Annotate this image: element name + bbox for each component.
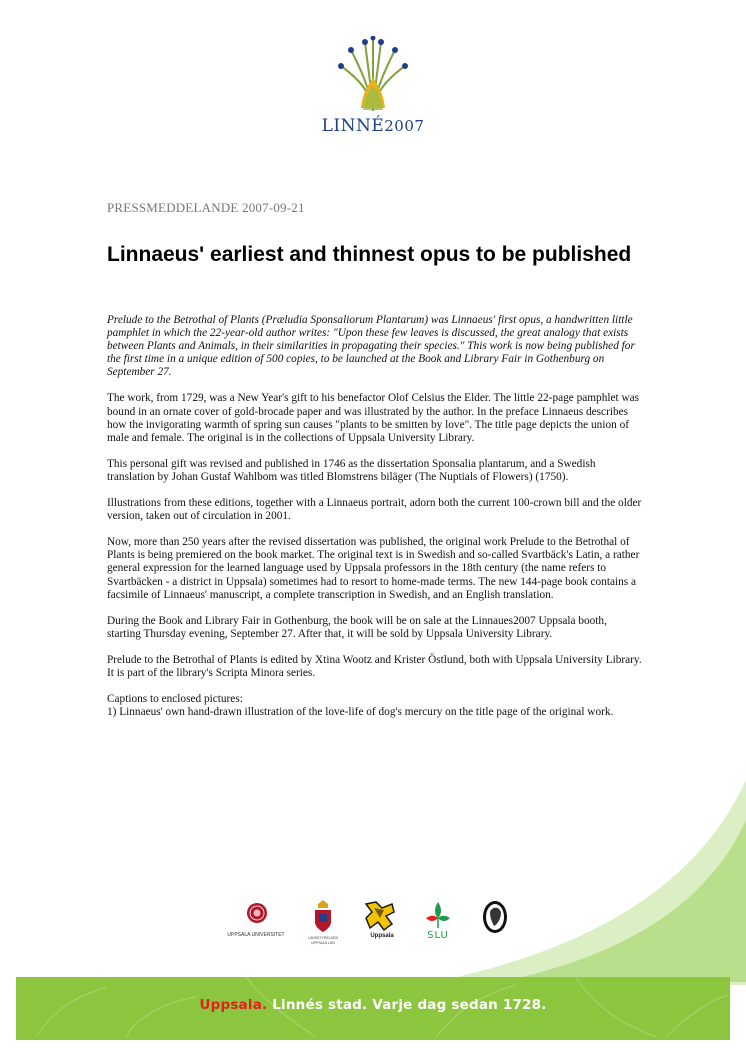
captions-heading: Captions to enclosed pictures:	[107, 693, 243, 706]
logo-brand: LINNÉ	[321, 116, 385, 136]
linne2007-logo	[0, 36, 746, 136]
footer-tagline	[16, 997, 730, 1013]
tagline-brand: Uppsala.	[199, 997, 268, 1013]
body-paragraph: Illustrations from these editions, together with a Linnaeus portrait, adorn both the current 100-crown bill and the older version, taken out of circulation in 2001.	[107, 497, 642, 523]
lansstyrelsen-crest-icon	[312, 900, 334, 936]
partner-logos	[0, 900, 746, 950]
body-paragraph: The work, from 1729, was a New Year's gift to his benefactor Olof Celsius the Elder. The little 22-page pamphlet was bound in an ornate cover of gold-brocade paper and was illustrated by the author. In the preface Linnaeus describes how the invigorating warmth of spring sun causes "plants to be smitten by love". The title page depicts the union of male and female. The original is in the collections of Uppsala University Library.	[107, 392, 640, 444]
headline: Linnaeus' earliest and thinnest opus to be published	[107, 243, 632, 266]
tagline-slogan: Linnés stad. Varje dag sedan 1728.	[267, 997, 547, 1013]
article-body	[107, 314, 642, 732]
uppsala-kommun-label: Uppsala	[370, 933, 394, 939]
body-paragraph: Now, more than 250 years after the revised dissertation was published, the original work Prelude to the Betrothal of Plants is being premiered on the book market. The original text is in Swedish and so-called Svartbäck's Latin, a rather general expression for the learned language used by Uppsala professors in the 18th century (the name refers to Svartbäcken - a district in Uppsala) sometimes had to resort to home-made terms. The new 144-page book contains a facsimile of Linnaeus' manuscript, a complete transcription in Swedish, and an English translation.	[107, 536, 640, 601]
uppsala-universitet-seal-icon	[246, 900, 268, 930]
body-paragraph: Prelude to the Betrothal of Plants is edited by Xtina Wootz and Krister Östlund, both with Uppsala University Library. It is part of the library's Scripta Minora series.	[107, 653, 642, 679]
plant-logo-icon	[333, 36, 413, 114]
logo-year: 2007	[384, 117, 425, 135]
body-paragraph: This personal gift was revised and published in 1746 as the dissertation Sponsalia plantarum, and a Swedish translation by Johan Gustaf Wahlbom was titled Blomstrens biläger (The Nuptials of Flowers) (1750).	[107, 457, 596, 483]
slu-leaf-icon	[424, 900, 452, 930]
slu-label: SLU	[427, 930, 449, 941]
lansstyrelsen-label: LÄNSSTYRELSEN UPPSALA LÄN	[308, 936, 338, 945]
body-paragraph: During the Book and Library Fair in Gothenburg, the book will be on sale at the Linnaues2007 Uppsala booth, starting Thursday evening, September 27. After that, it will be sold by Uppsala University Library.	[107, 614, 607, 640]
press-release-date: PRESSMEDDELANDE 2007-09-21	[107, 200, 305, 215]
caption-item: 1) Linnaeus' own hand-drawn illustration of the love-life of dog's mercury on the title page of the original work.	[107, 706, 614, 719]
lead-paragraph: Prelude to the Betrothal of Plants (Præludia Sponsaliorum Plantarum) was Linnaeus' first opus, a handwritten little pamphlet in which the 22-year-old author writes: "Upon these few leaves is discussed, the great analogy that exists between Plants and Animals, in their similarities in propagating their species." This work is now being published for the first time in a unique edition of 500 copies, to be launched at the Book and Library Fair in Gothenburg on September 27.	[107, 314, 635, 379]
uppsala-universitet-label: UPPSALA UNIVERSITET	[227, 932, 285, 938]
linnaeus-portrait-icon	[482, 900, 508, 934]
uppsala-kommun-lion-icon	[362, 900, 398, 934]
logo-wordmark	[0, 116, 746, 136]
